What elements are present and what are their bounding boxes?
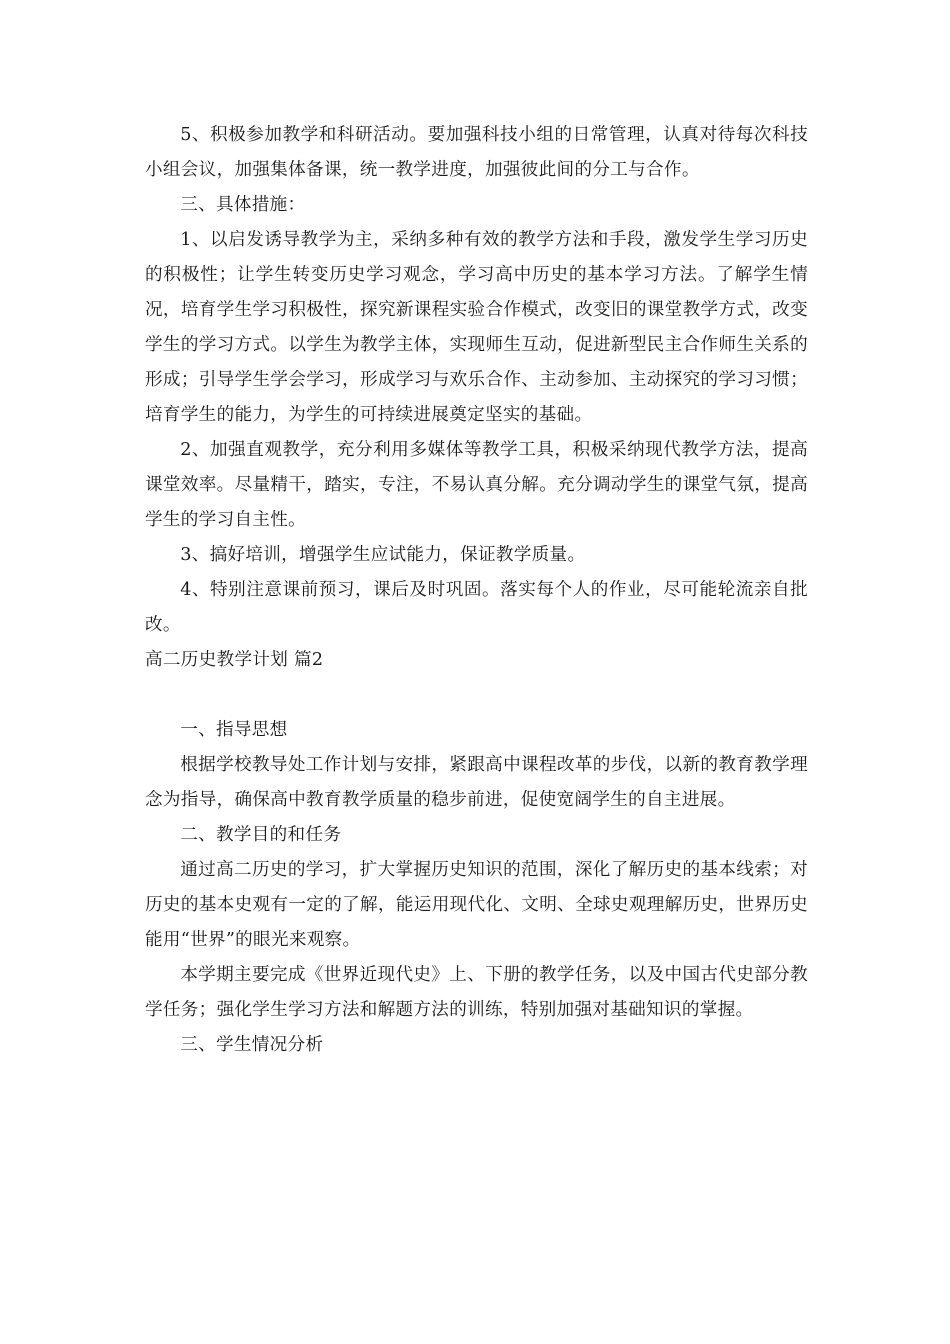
- heading-guiding-thought: 一、指导思想: [180, 720, 288, 740]
- paragraph-measure-1: 1、以启发诱导教学为主，采纳多种有效的教学方法和手段，激发学生学习历史的积极性；让学生转变历史学习观念，学习高中历史的基本学习方法。了解学生情况，培育学生学习积极性，探究新课程实验合作模式，改变旧的课堂教学方式，改变学生的学习方式。以学生为教学主体，实现师生互动，促进新型民主合作师生关系的形成；引导学生学会学习，形成学习与欢乐合作、主动参加、主动探究的学习习惯；培育学生的能力，为学生的可持续进展奠定坚实的基础。: [145, 230, 808, 425]
- heading-measures: 三、具体措施：: [180, 195, 306, 215]
- paragraph-goals-2: 本学期主要完成《世界近现代史》上、下册的教学任务，以及中国古代史部分教学任务；强化学生学习方法和解题方法的训练，特别加强对基础知识的掌握。: [145, 965, 808, 1020]
- paragraph-goals-1: 通过高二历史的学习，扩大掌握历史知识的范围，深化了解历史的基本线索；对历史的基本史观有一定的了解，能运用现代化、文明、全球史观理解历史，世界历史能用“世界”的眼光来观察。: [145, 860, 808, 950]
- paragraph-guiding-thought: 根据学校教导处工作计划与安排，紧跟高中课程改革的步伐，以新的教育教学理念为指导，确保高中教育教学质量的稳步前进，促使宽阔学生的自主进展。: [145, 755, 808, 810]
- paragraph-measure-2: 2、加强直观教学，充分利用多媒体等教学工具，积极采纳现代教学方法，提高课堂效率。尽量精干，踏实，专注，不易认真分解。充分调动学生的课堂气氛，提高学生的学习自主性。: [145, 440, 808, 530]
- heading-student-analysis: 三、学生情况分析: [180, 1035, 324, 1055]
- paragraph-measure-4: 4、特别注意课前预习，课后及时巩固。落实每个人的作业，尽可能轮流亲自批改。: [145, 580, 808, 635]
- paragraph-activities: 5、积极参加教学和科研活动。要加强科技小组的日常管理，认真对待每次科技小组会议，加强集体备课，统一教学进度，加强彼此间的分工与合作。: [145, 125, 808, 180]
- paragraph-measure-3: 3、搞好培训，增强学生应试能力，保证教学质量。: [180, 545, 586, 565]
- section-title: 高二历史教学计划 篇2: [145, 650, 324, 670]
- heading-goals-tasks: 二、教学目的和任务: [180, 825, 342, 845]
- spacer: [145, 678, 808, 713]
